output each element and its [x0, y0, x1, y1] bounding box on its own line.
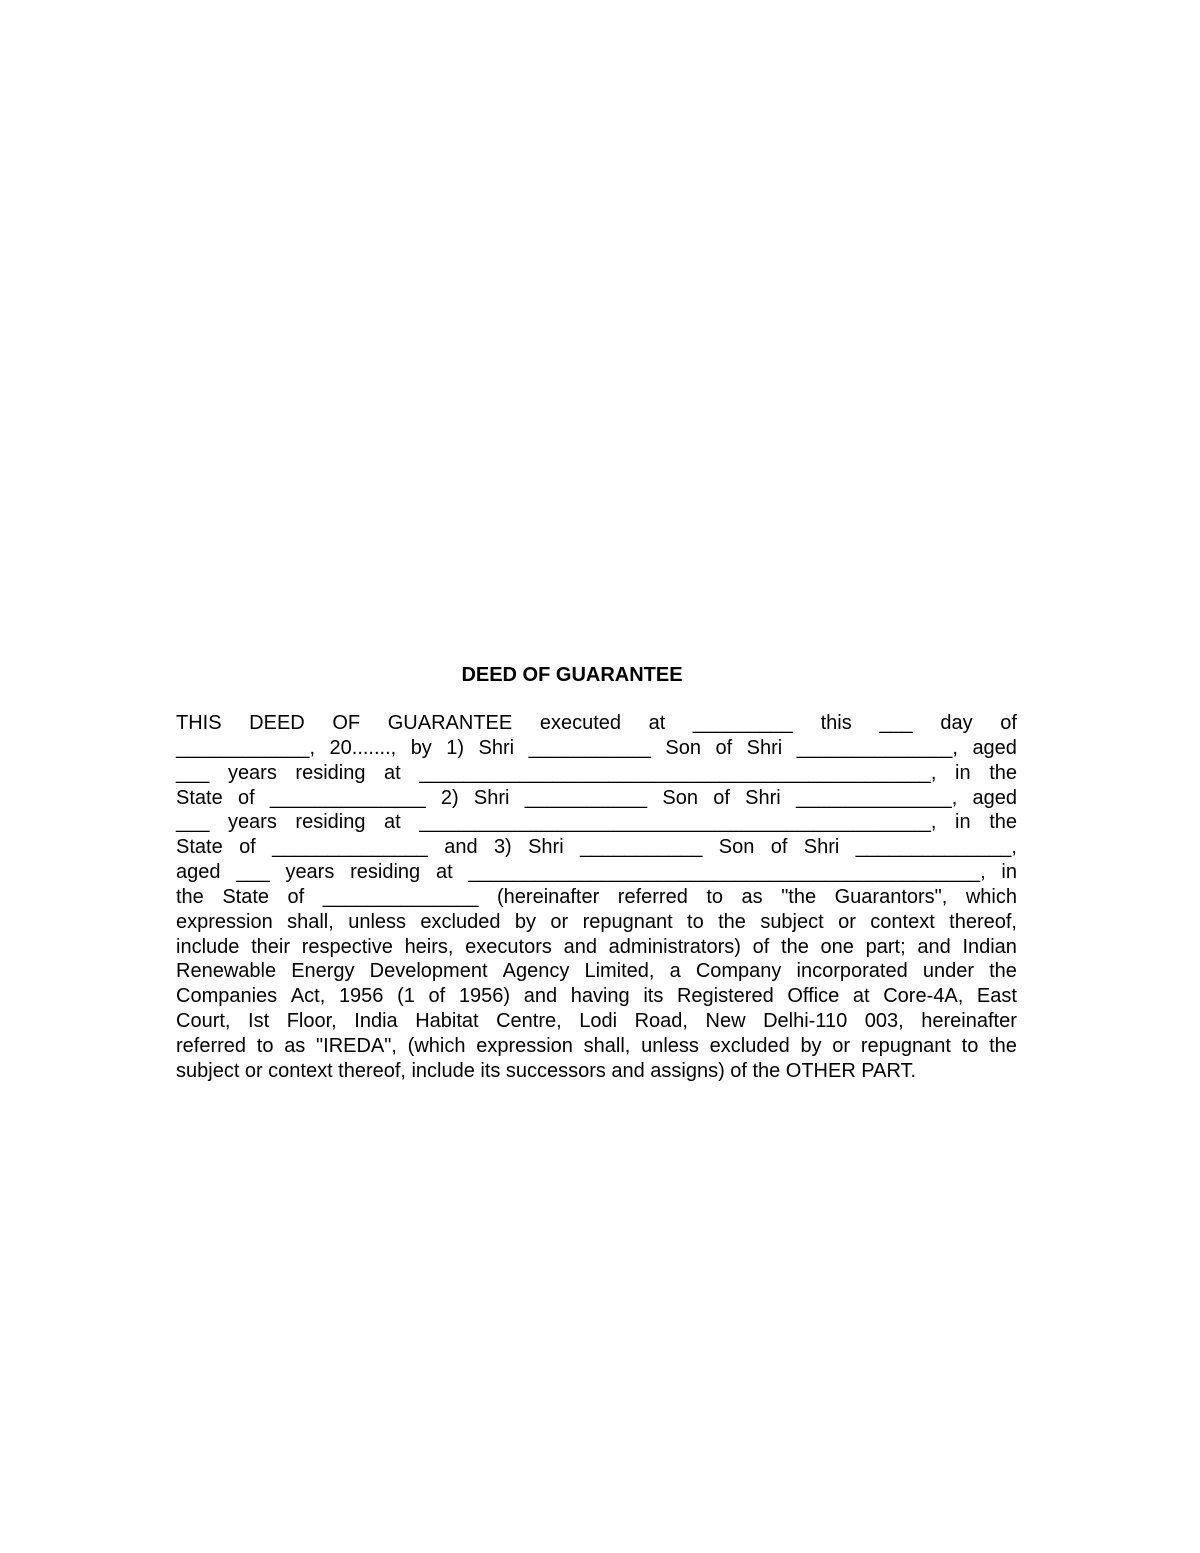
paragraph-word: of: [428, 985, 446, 1008]
paragraph-word: incorporated: [796, 960, 908, 983]
paragraph-word: their: [251, 935, 290, 958]
paragraph-word: context: [268, 1059, 333, 1082]
paragraph-word: ___: [176, 761, 210, 784]
paragraph-word: Delhi-110: [763, 1010, 848, 1033]
paragraph-word: ______________________________________________,: [419, 811, 937, 834]
paragraph-word: in: [955, 811, 971, 834]
paragraph-line: [176, 736, 1017, 761]
paragraph-word: in: [1001, 861, 1017, 884]
paragraph-word: "the: [781, 885, 817, 908]
paragraph-word: part;: [865, 935, 906, 958]
paragraph-word: residing: [295, 811, 366, 834]
paragraph-line: [176, 1034, 1017, 1059]
paragraph-word: by: [800, 1034, 822, 1057]
paragraph-word: and: [444, 836, 478, 859]
paragraph-word: of: [239, 836, 256, 859]
paragraph-word: (1: [397, 985, 415, 1008]
paragraph-word: the: [176, 885, 204, 908]
paragraph-line: [176, 935, 1017, 960]
paragraph-word: ______________,: [795, 786, 958, 809]
paragraph-word: and: [523, 985, 558, 1008]
paragraph-word: at: [384, 761, 401, 784]
paragraph-word: day: [940, 712, 973, 734]
paragraph-word: excluded: [420, 910, 501, 933]
paragraph-word: residing: [295, 761, 366, 784]
paragraph-line: [176, 959, 1017, 984]
paragraph-word: ______________________________________________,: [468, 861, 986, 884]
paragraph-word: ______________,: [796, 736, 958, 759]
paragraph-word: the: [781, 935, 809, 958]
paragraph-word: by: [410, 736, 432, 759]
paragraph-word: ____________,: [176, 736, 316, 759]
paragraph-word: ______________,: [855, 836, 1017, 859]
paragraph-word: ___: [176, 811, 210, 834]
paragraph-word: of: [287, 885, 305, 908]
paragraph-word: shall,: [583, 1034, 631, 1057]
paragraph-word: Lodi: [579, 1010, 618, 1033]
paragraph-word: this: [820, 712, 852, 734]
paragraph-word: excluded: [709, 1034, 790, 1057]
paragraph-word: GUARANTEE: [387, 712, 513, 734]
paragraph-word: Habitat: [415, 1010, 479, 1033]
paragraph-word: of: [752, 935, 770, 958]
paragraph-word: the: [989, 960, 1017, 983]
paragraph-word: its: [643, 985, 664, 1008]
paragraph-word: hereinafter: [921, 1010, 1017, 1033]
paragraph-word: the: [989, 761, 1017, 784]
paragraph-word: Court,: [176, 1010, 231, 1033]
paragraph-word: referred: [617, 885, 688, 908]
paragraph-word: Renewable: [176, 960, 277, 983]
paragraph-word: 2): [440, 786, 459, 809]
paragraph-word: 1956: [338, 985, 384, 1008]
paragraph-word: or: [838, 910, 856, 933]
paragraph-line: [176, 860, 1017, 885]
paragraph-word: PART.: [861, 1059, 917, 1082]
paragraph-word: Centre,: [496, 1010, 562, 1033]
paragraph-word: Guarantors",: [834, 885, 948, 908]
paragraph-word: a: [669, 960, 681, 983]
paragraph-word: of: [713, 786, 730, 809]
paragraph-word: Shri: [746, 736, 783, 759]
paragraph-word: years: [227, 811, 277, 834]
paragraph-word: or: [832, 1034, 851, 1057]
paragraph-word: include: [411, 1059, 475, 1082]
paragraph-word: expression: [476, 1034, 573, 1057]
paragraph-word: at: [648, 712, 666, 734]
paragraph-word: (which: [407, 1034, 466, 1057]
paragraph-word: Road,: [634, 1010, 688, 1033]
deed-paragraph: [176, 711, 1017, 1084]
paragraph-line: [176, 984, 1017, 1009]
paragraph-word: thereof,: [338, 1059, 406, 1082]
paragraph-word: heirs,: [404, 935, 454, 958]
paragraph-word: subject: [176, 1059, 240, 1082]
paragraph-word: State: [176, 836, 223, 859]
paragraph-word: to: [687, 910, 704, 933]
paragraph-word: aged: [972, 736, 1017, 759]
paragraph-word: of: [770, 836, 788, 859]
paragraph-line: [176, 1009, 1017, 1034]
paragraph-word: Development: [369, 960, 488, 983]
paragraph-word: OF: [332, 712, 361, 734]
paragraph-line: [176, 786, 1017, 811]
paragraph-word: ___________: [524, 786, 648, 809]
paragraph-word: at: [384, 811, 401, 834]
paragraph-word: Core-4A,: [883, 985, 964, 1008]
paragraph-word: repugnant: [860, 1034, 951, 1057]
paragraph-word: and: [611, 1059, 645, 1082]
paragraph-word: by: [514, 910, 536, 933]
paragraph-word: State: [222, 885, 270, 908]
paragraph-word: executed: [539, 712, 621, 734]
paragraph-word: successors: [505, 1059, 606, 1082]
paragraph-word: Agency: [502, 960, 570, 983]
paragraph-word: expression: [176, 910, 273, 933]
paragraph-word: Shri: [478, 736, 515, 759]
paragraph-word: unless: [641, 1034, 699, 1057]
paragraph-word: Energy: [291, 960, 355, 983]
paragraph-word: context: [870, 910, 935, 933]
paragraph-word: repugnant: [582, 910, 673, 933]
paragraph-word: ______________: [272, 836, 428, 859]
paragraph-word: administrators): [608, 935, 741, 958]
paragraph-word: of: [715, 736, 733, 759]
paragraph-word: the: [989, 1034, 1017, 1057]
paragraph-word: (hereinafter: [497, 885, 600, 908]
paragraph-word: which: [965, 885, 1017, 908]
paragraph-word: ___________: [580, 836, 703, 859]
paragraph-word: subject: [760, 910, 824, 933]
paragraph-word: residing: [350, 861, 421, 884]
paragraph-word: thereof,: [949, 910, 1017, 933]
paragraph-word: ___: [236, 861, 270, 884]
paragraph-line: [176, 1059, 1017, 1084]
paragraph-word: East: [976, 985, 1017, 1008]
paragraph-word: the: [989, 811, 1017, 834]
paragraph-word: "IREDA",: [316, 1034, 397, 1057]
paragraph-word: at: [435, 861, 453, 884]
paragraph-word: 1): [446, 736, 465, 759]
paragraph-word: DEED: [249, 712, 305, 734]
paragraph-line: [176, 885, 1017, 910]
paragraph-word: of: [730, 1059, 747, 1082]
paragraph-word: Shri: [803, 836, 840, 859]
paragraph-word: its: [480, 1059, 501, 1082]
paragraph-line: [176, 711, 1017, 736]
paragraph-word: to: [961, 1034, 979, 1057]
paragraph-word: assigns): [650, 1059, 725, 1082]
paragraph-word: Indian: [962, 935, 1017, 958]
paragraph-line: [176, 910, 1017, 935]
paragraph-word: include: [176, 935, 240, 958]
paragraph-word: 003,: [864, 1010, 904, 1033]
paragraph-word: Floor,: [286, 1010, 337, 1033]
paragraph-word: under: [922, 960, 974, 983]
paragraph-word: Office: [787, 985, 840, 1008]
paragraph-word: ______________________________________________,: [419, 761, 937, 784]
paragraph-word: executors: [465, 935, 552, 958]
paragraph-word: aged: [972, 786, 1017, 809]
paragraph-word: Shri: [473, 786, 510, 809]
paragraph-word: years: [285, 861, 335, 884]
paragraph-word: of: [237, 786, 255, 809]
paragraph-word: Act,: [290, 985, 326, 1008]
paragraph-word: Shri: [745, 786, 781, 809]
paragraph-word: 20.......,: [329, 736, 397, 759]
paragraph-word: ___: [879, 712, 913, 734]
paragraph-word: as: [741, 885, 763, 908]
paragraph-word: Registered: [676, 985, 774, 1008]
paragraph-word: one: [820, 935, 854, 958]
paragraph-word: the: [718, 910, 746, 933]
paragraph-word: the: [752, 1059, 781, 1082]
paragraph-word: unless: [348, 910, 407, 933]
paragraph-word: in: [955, 761, 971, 784]
paragraph-word: years: [227, 761, 277, 784]
paragraph-word: or: [244, 1059, 263, 1082]
document-title: DEED OF GUARANTEE: [461, 664, 683, 686]
paragraph-word: 1956): [458, 985, 511, 1008]
paragraph-word: Companies: [176, 985, 278, 1008]
paragraph-word: Ist: [248, 1010, 270, 1033]
paragraph-word: aged: [176, 861, 221, 884]
paragraph-word: shall,: [287, 910, 334, 933]
paragraph-word: Son: [665, 736, 702, 759]
paragraph-word: New: [705, 1010, 746, 1033]
paragraph-word: Son: [662, 786, 698, 809]
paragraph-word: ___________: [528, 736, 651, 759]
paragraph-word: of: [1000, 712, 1017, 734]
paragraph-word: referred: [176, 1034, 247, 1057]
paragraph-word: and: [917, 935, 951, 958]
paragraph-line: [176, 835, 1017, 860]
paragraph-word: at: [852, 985, 870, 1008]
paragraph-word: to: [256, 1034, 274, 1057]
paragraph-word: India: [354, 1010, 398, 1033]
paragraph-word: Company: [695, 960, 782, 983]
paragraph-word: or: [550, 910, 569, 933]
paragraph-line: [176, 810, 1017, 835]
paragraph-word: Limited,: [584, 960, 655, 983]
paragraph-word: State: [176, 786, 223, 809]
paragraph-word: ______________: [322, 885, 479, 908]
paragraph-word: OTHER: [785, 1059, 856, 1082]
paragraph-word: respective: [301, 935, 393, 958]
paragraph-word: _________: [692, 712, 794, 734]
paragraph-word: Shri: [528, 836, 564, 859]
paragraph-word: as: [284, 1034, 306, 1057]
paragraph-word: to: [706, 885, 724, 908]
paragraph-word: and: [563, 935, 597, 958]
paragraph-word: ______________: [269, 786, 426, 809]
paragraph-word: THIS: [176, 712, 222, 734]
paragraph-word: Son: [718, 836, 755, 859]
paragraph-word: 3): [493, 836, 512, 859]
paragraph-line: [176, 761, 1017, 786]
paragraph-word: having: [570, 985, 630, 1008]
